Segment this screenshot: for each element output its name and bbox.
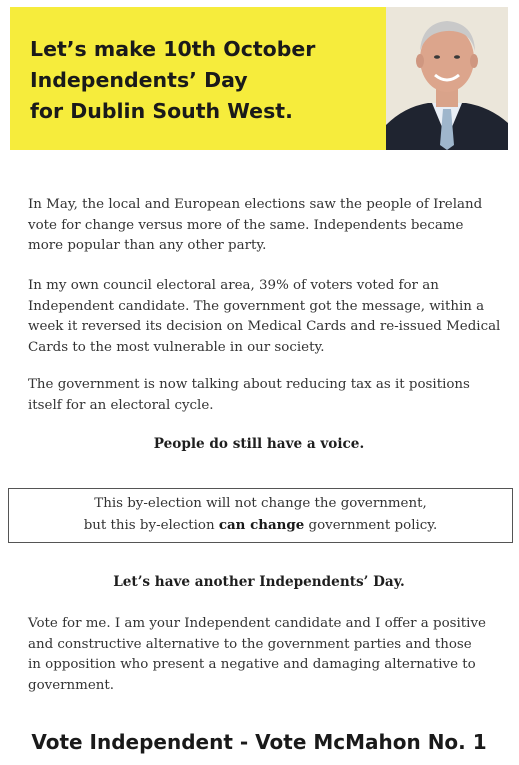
- paragraph-line: vote for change versus more of the same. Independents became: [28, 217, 464, 233]
- paragraph-line: In my own council electoral area, 39% of voters voted for an: [28, 278, 439, 293]
- callout-emphasis: can change: [218, 516, 305, 533]
- banner-title-line: Independents’ Day: [30, 68, 248, 92]
- paragraph-line: and constructive alternative to the government parties and those: [28, 636, 472, 652]
- paragraph-line: In May, the local and European elections saw the people of Ireland: [28, 197, 483, 212]
- paragraph-line: in opposition who present a negative and damaging alternative to: [28, 657, 476, 672]
- callout-text: but this by-election: [83, 517, 219, 533]
- vote-paragraph: [28, 614, 498, 696]
- paragraph-line: The government is now talking about reducing tax as it positions: [28, 377, 470, 392]
- paragraph-line: week it reversed its decision on Medical Cards and re-issued Medical: [28, 319, 501, 334]
- paragraph-line: Cards to the most vulnerable in our society.: [28, 339, 325, 355]
- paragraph-line: Independent candidate. The government got the message, within a: [28, 298, 485, 314]
- banner-title: [30, 34, 390, 127]
- callout-text: government policy.: [304, 517, 438, 533]
- candidate-photo: [386, 7, 508, 150]
- independents-day-heading: Let’s have another Independents’ Day.: [113, 574, 405, 590]
- intro-paragraph: [28, 195, 498, 257]
- paragraph-line: government.: [28, 677, 115, 693]
- paragraph-line: Vote for me. I am your Independent candidate and I offer a positive: [28, 616, 486, 631]
- banner-title-line: Let’s make 10th October: [30, 37, 316, 61]
- paragraph-line: more popular than any other party.: [28, 238, 267, 253]
- voice-statement: People do still have a voice.: [153, 436, 365, 452]
- council-paragraph: [28, 276, 501, 358]
- policy-callout-box: [8, 488, 513, 543]
- vote-slogan: Vote Independent - Vote McMahon No. 1: [31, 730, 487, 754]
- header-banner: [10, 7, 508, 150]
- tax-paragraph: [28, 375, 498, 416]
- banner-title-line: for Dublin South West.: [30, 99, 293, 123]
- callout-line-1: This by-election will not change the government,: [94, 496, 427, 511]
- paragraph-line: itself for an electoral cycle.: [28, 397, 214, 413]
- callout-line-2: [9, 515, 512, 537]
